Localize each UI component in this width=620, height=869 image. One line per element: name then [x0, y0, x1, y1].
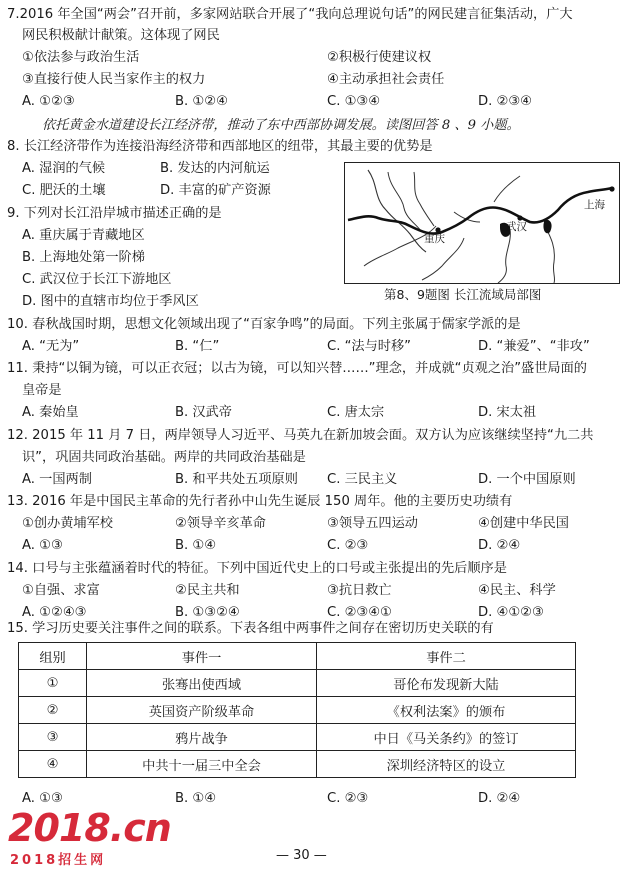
logo-sub-text: 2018招生网	[10, 853, 107, 868]
table-cell: ②	[19, 697, 87, 724]
text-line-q7-stem1: 7.2016 年全国“两会”召开前，多家网站联合开展了“我向总理说句话”的网民建言征集活动，广大	[7, 7, 573, 22]
text-line-q14-d: D. ④①②③	[478, 605, 544, 620]
table-cell: 鸦片战争	[87, 724, 317, 751]
map-tributary-1	[368, 170, 426, 252]
map-tributary-7	[498, 230, 510, 283]
map-lake-poyang	[543, 220, 551, 234]
text-line-q7-o4: ④主动承担社会责任	[327, 72, 445, 87]
text-line-q12-a: A. 一国两制	[22, 472, 92, 487]
table-row	[19, 670, 576, 697]
text-line-q13-a: A. ①③	[22, 538, 63, 553]
text-line-q12-d: D. 一个中国原则	[478, 472, 576, 487]
text-line-q10-a: A. “无为”	[22, 339, 80, 354]
table-header-cell: 事件一	[87, 643, 317, 670]
table-cell: 中共十一届三中全会	[87, 751, 317, 778]
map-caption: 第8、9题图 长江流域局部图	[384, 287, 542, 302]
map-tributary-8	[544, 224, 555, 283]
table-cell: 哥伦布发现新大陆	[317, 670, 576, 697]
text-line-q10-stem: 10. 春秋战国时期，思想文化领域出现了“百家争鸣”的局面。下列主张属于儒家学派的是	[7, 317, 521, 332]
text-line-q7-o1: ①依法参与政治生活	[22, 50, 140, 65]
text-line-q14-a: A. ①②④③	[22, 605, 87, 620]
text-line-q14-o2: ②民主共和	[175, 583, 240, 598]
text-line-q13-o3: ③领导五四运动	[327, 516, 418, 531]
text-line-q7-o3: ③直接行使人民当家作主的权力	[22, 72, 206, 87]
text-line-q13-o2: ②领导辛亥革命	[175, 516, 266, 531]
text-line-q12-stem2: 识”，巩固共同政治基础。两岸的共同政治基础是	[22, 450, 306, 465]
text-line-q14-o4: ④民主、科学	[478, 583, 556, 598]
text-line-q12-c: C. 三民主义	[327, 472, 398, 487]
map-label-wuhan: 武汉	[506, 221, 527, 233]
text-line-q7-c: C. ①③④	[327, 94, 381, 109]
text-line-q8-a: A. 湿润的气候	[22, 161, 106, 176]
table-cell: ③	[19, 724, 87, 751]
logo-main-text: 2018.cn	[8, 806, 171, 850]
text-line-q14-o3: ③抗日救亡	[327, 583, 392, 598]
text-line-q12-b: B. 和平共处五项原则	[175, 472, 298, 487]
text-line-q9-stem: 9. 下列对长江沿岸城市描述正确的是	[7, 206, 222, 221]
text-line-q13-b: B. ①④	[175, 538, 217, 553]
table-cell: ①	[19, 670, 87, 697]
text-line-q7-d: D. ②③④	[478, 94, 533, 109]
text-line-q7-a: A. ①②③	[22, 94, 75, 109]
text-line-q13-o4: ④创建中华民国	[478, 516, 569, 531]
table-cell: ④	[19, 751, 87, 778]
text-line-q11-d: D. 宋太祖	[478, 405, 537, 420]
text-line-q11-stem2: 皇帝是	[22, 383, 62, 398]
map-tributary-9	[494, 176, 520, 202]
text-line-q9-a: A. 重庆属于青藏地区	[22, 228, 145, 243]
table-cell: 深圳经济特区的设立	[317, 751, 576, 778]
map-svg	[344, 162, 620, 284]
table-header-cell: 组别	[19, 643, 87, 670]
text-line-q9-c: C. 武汉位于长江下游地区	[22, 272, 172, 287]
table-row	[19, 751, 576, 778]
text-line-q8-stem: 8. 长江经济带作为连接沿海经济带和西部地区的纽带，其最主要的优势是	[7, 139, 433, 154]
text-line-q7-o2: ②积极行使建议权	[327, 50, 432, 65]
table-row	[19, 697, 576, 724]
text-line-q13-o1: ①创办黄埔军校	[22, 516, 113, 531]
map-yangtze-main	[348, 188, 612, 234]
text-line-q11-c: C. 唐太宗	[327, 405, 385, 420]
table-cell: 中日《马关条约》的签订	[317, 724, 576, 751]
text-line-q15-c: C. ②③	[327, 791, 369, 806]
text-line-q15-b: B. ①④	[175, 791, 217, 806]
text-line-q14-stem: 14. 口号与主张蕴涵着时代的特征。下列中国近代史上的口号或主张提出的先后顺序是	[7, 561, 507, 576]
table-header-row	[19, 643, 576, 670]
table-cell: 张骞出使西域	[87, 670, 317, 697]
text-line-q13-stem: 13. 2016 年是中国民主革命的先行者孙中山先生诞辰 150 周年。他的主要历史功绩有	[7, 494, 513, 509]
table-cell: 英国资产阶级革命	[87, 697, 317, 724]
text-line-q15-stem: 15. 学习历史要关注事件之间的联系。下表各组中两事件之间存在密切历史关联的有	[7, 621, 494, 636]
text-line-q8-b: B. 发达的内河航运	[160, 161, 270, 176]
text-line-q9-b: B. 上海地处第一阶梯	[22, 250, 145, 265]
yangtze-river-map	[344, 162, 620, 284]
text-line-q7-stem2: 网民积极献计献策。这体现了网民	[22, 28, 220, 43]
text-line-q13-d: D. ②④	[478, 538, 521, 553]
map-tributary-3	[414, 172, 434, 226]
map-label-shanghai: 上海	[584, 199, 605, 211]
text-line-q13-c: C. ②③	[327, 538, 369, 553]
text-line-q7-b: B. ①②④	[175, 94, 228, 109]
text-line-q11-a: A. 秦始皇	[22, 405, 79, 420]
text-line-q9-d: D. 图中的直辖市均位于季风区	[22, 294, 199, 309]
table-header-cell: 事件二	[317, 643, 576, 670]
text-line-q10-d: D. “兼爱”、“非攻”	[478, 339, 590, 354]
text-line-q14-c: C. ②③④①	[327, 605, 392, 620]
map-dot-chongqing	[435, 227, 440, 232]
text-line-q15-a: A. ①③	[22, 791, 63, 806]
text-line-q15-d: D. ②④	[478, 791, 521, 806]
table-row	[19, 724, 576, 751]
site-logo[interactable]	[8, 808, 176, 866]
text-line-q8-d: D. 丰富的矿产资源	[160, 183, 271, 198]
text-line-q11-b: B. 汉武帝	[175, 405, 232, 420]
text-line-q10-c: C. “法与时移”	[327, 339, 412, 354]
text-line-q8-c: C. 肥沃的土壤	[22, 183, 106, 198]
text-line-q14-b: B. ①③②④	[175, 605, 240, 620]
text-line-q12-stem1: 12. 2015 年 11 月 7 日，两岸领导人习近平、马英九在新加坡会面。双方认为应该继续坚持“九二共	[7, 428, 594, 443]
page-number: — 30 —	[276, 848, 327, 863]
text-line-q14-o1: ①自强、求富	[22, 583, 100, 598]
map-dot-shanghai	[609, 186, 614, 191]
map-frame	[345, 163, 620, 284]
text-line-intro-8-9: 依托黄金水道建设长江经济带，推动了东中西部协调发展。读图回答 8 、9 小题。	[42, 118, 520, 133]
map-dot-wuhan	[517, 215, 522, 220]
text-line-q10-b: B. “仁”	[175, 339, 220, 354]
events-table	[18, 642, 576, 778]
map-label-chongqing: 重庆	[424, 233, 445, 245]
table-cell: 《权利法案》的颁布	[317, 697, 576, 724]
text-line-q11-stem1: 11. 秉持“以铜为镜，可以正衣冠；以古为镜，可以知兴替……”理念，并成就“贞观之治”盛世局面的	[7, 361, 587, 376]
